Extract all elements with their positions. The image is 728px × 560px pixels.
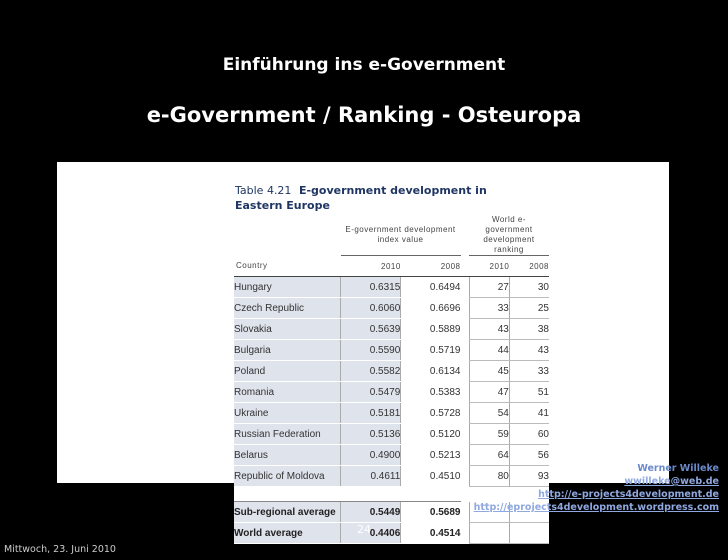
cell-rank-2008: 38 [509, 319, 549, 340]
cell-rank-2010: 44 [469, 340, 509, 361]
col-header-index-2010: 2010 [341, 256, 401, 277]
cell-country: Hungary [234, 277, 341, 298]
cell-rank-2010: 80 [469, 466, 509, 487]
cell-index-2008: 0.6696 [401, 298, 461, 319]
cell-rank-2008: 93 [509, 466, 549, 487]
cell-rank-2008: 51 [509, 382, 549, 403]
cell-rank-2010: 47 [469, 382, 509, 403]
table-row [234, 340, 549, 361]
cell-index-2010: 0.5449 [341, 502, 401, 523]
cell-index-2010: 0.5479 [341, 382, 401, 403]
group-header-index: E-government development index value [341, 215, 461, 256]
cell-index-2010: 0.6060 [341, 298, 401, 319]
cell-index-2008: 0.4514 [401, 523, 461, 544]
cell-country: Russian Federation [234, 424, 341, 445]
cell-index-2008: 0.5213 [401, 445, 461, 466]
table-row [234, 361, 549, 382]
cell-average-label: Sub-regional average [234, 502, 341, 523]
cell-rank-2010: 45 [469, 361, 509, 382]
table-title-line1: E-government development in [298, 184, 487, 197]
slide-title: e-Government / Ranking - Osteuropa [146, 103, 582, 127]
table-row [234, 277, 549, 298]
cell-index-2010: 0.4900 [341, 445, 401, 466]
cell-rank-2008: 43 [509, 340, 549, 361]
website-link-1[interactable]: http://e-projects4development.de [538, 489, 719, 500]
table-row [234, 382, 549, 403]
cell-rank-2010: 54 [469, 403, 509, 424]
table-row [234, 424, 549, 445]
cell-index-2008: 0.6494 [401, 277, 461, 298]
cell-index-2008: 0.5383 [401, 382, 461, 403]
cell-index-2008: 0.5728 [401, 403, 461, 424]
cell-country: Belarus [234, 445, 341, 466]
cell-index-2010: 0.6315 [341, 277, 401, 298]
table-label: Table 4.21 [235, 184, 292, 197]
cell-index-2008: 0.5719 [401, 340, 461, 361]
cell-rank-2010: 64 [469, 445, 509, 466]
cell-index-2010: 0.5181 [341, 403, 401, 424]
table-row [234, 319, 549, 340]
cell-rank-2008: 33 [509, 361, 549, 382]
cell-index-2010: 0.5590 [341, 340, 401, 361]
cell-index-2010: 0.5639 [341, 319, 401, 340]
col-header-index-2008: 2008 [401, 256, 461, 277]
cell-index-2008: 0.5689 [401, 502, 461, 523]
group-header-ranking: World e-government development ranking [469, 215, 549, 256]
col-header-rank-2010: 2010 [469, 256, 509, 277]
cell-rank-2010: 59 [469, 424, 509, 445]
cell-rank-2010: 27 [469, 277, 509, 298]
cell-index-2010: 0.4406 [341, 523, 401, 544]
cell-country: Czech Republic [234, 298, 341, 319]
cell-index-2008: 0.5889 [401, 319, 461, 340]
cell-country: Republic of Moldova [234, 466, 341, 487]
cell-average-label: World average [234, 523, 341, 544]
author-credits [474, 462, 719, 514]
page-number: 24 [357, 523, 371, 536]
cell-rank-2008: 56 [509, 445, 549, 466]
cell-rank-2008: 25 [509, 298, 549, 319]
cell-country: Romania [234, 382, 341, 403]
cell-rank-2008: 60 [509, 424, 549, 445]
table-row [234, 403, 549, 424]
cell-country: Ukraine [234, 403, 341, 424]
col-header-rank-2008: 2008 [509, 256, 549, 277]
table-row [234, 298, 549, 319]
cell-country: Slovakia [234, 319, 341, 340]
table-title-line2: Eastern Europe [235, 199, 330, 212]
cell-rank-2010: 43 [469, 319, 509, 340]
cell-index-2010: 0.4611 [341, 466, 401, 487]
cell-index-2008: 0.6134 [401, 361, 461, 382]
author-name: Werner Willeke [637, 463, 719, 474]
cell-index-2008: 0.4510 [401, 466, 461, 487]
author-email-link[interactable]: wwilleke@web.de [624, 476, 719, 487]
col-header-country: Country [234, 256, 341, 277]
cell-country: Poland [234, 361, 341, 382]
cell-index-2010: 0.5582 [341, 361, 401, 382]
cell-index-2008: 0.5120 [401, 424, 461, 445]
table-caption [235, 183, 535, 213]
cell-country: Bulgaria [234, 340, 341, 361]
slide-super-title: Einführung ins e-Government [222, 55, 506, 75]
cell-rank-2008: 41 [509, 403, 549, 424]
cell-rank-2008: 30 [509, 277, 549, 298]
website-link-2[interactable]: http://eprojects4development.wordpress.com [473, 502, 719, 513]
slide-date: Mittwoch, 23. Juni 2010 [4, 544, 116, 555]
cell-index-2010: 0.5136 [341, 424, 401, 445]
cell-rank-2010: 33 [469, 298, 509, 319]
